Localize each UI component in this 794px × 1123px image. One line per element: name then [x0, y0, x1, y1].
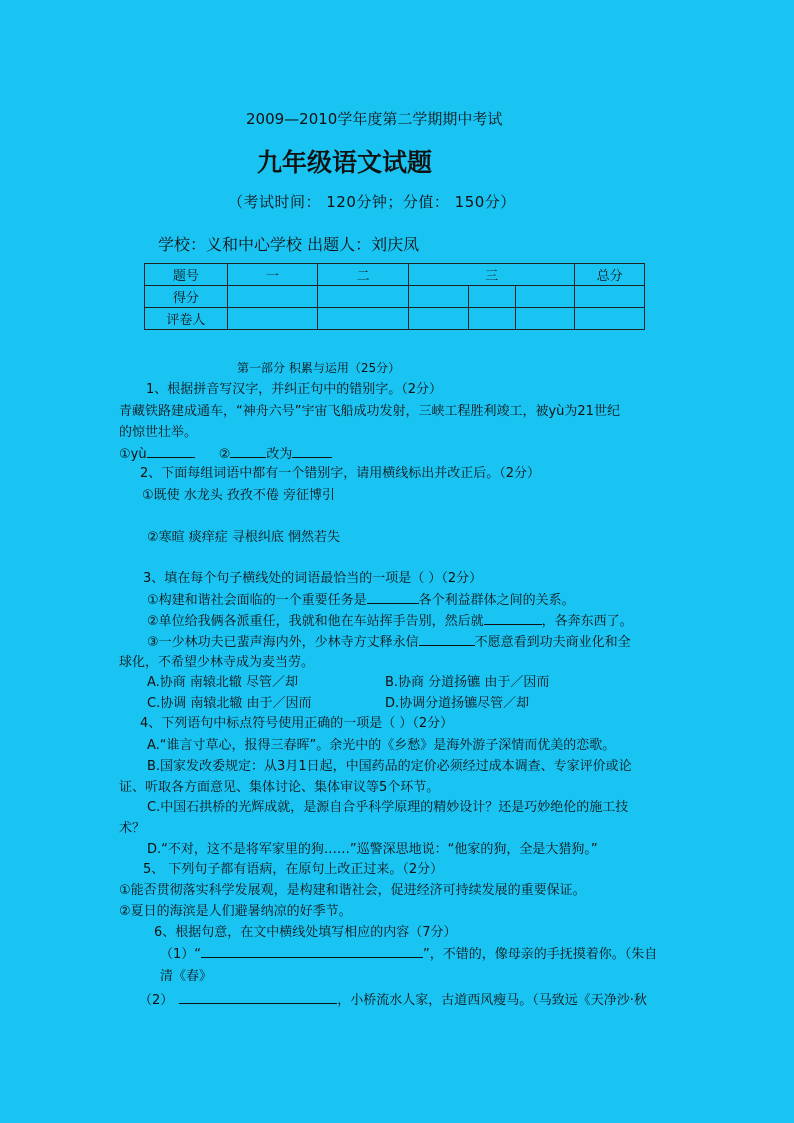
table-cell[interactable]	[575, 286, 645, 308]
q5-prompt: 5、 下列句子都有语病，在原句上改正过来。（2分）	[143, 862, 444, 877]
q3-sentence-3	[147, 633, 631, 651]
q6-item-1-cont: 清《春》	[160, 969, 213, 984]
q2-prompt: 2、下面每组词语中都有一个错别字，请用横线标出并改正后。（2分）	[140, 466, 541, 481]
q3-option-d[interactable]: D.协调分道扬镳尽管／却	[385, 696, 530, 711]
school-author-line: 学校：义和中心学校 出题人：刘庆凤	[158, 235, 420, 254]
q6-prompt: 6、根据句意，在文中横线处填写相应的内容（7分）	[154, 925, 457, 940]
q6-item-1-end: ”，不错的，像母亲的手抚摸着你。（朱自	[423, 947, 658, 962]
table-cell[interactable]	[468, 308, 516, 330]
q3-sentence-1	[147, 591, 575, 609]
table-cell[interactable]	[318, 308, 409, 330]
q1-text-line-1: 青藏铁路建成通车，“神舟六号”宇宙飞船成功发射，三峡工程胜利竣工，被yù为21世纪	[119, 404, 620, 419]
table-cell[interactable]	[227, 308, 318, 330]
q3-s1-text-end: 各个利益群体之间的关系。	[418, 593, 575, 608]
table-cell: 一	[227, 264, 318, 286]
q1-text-line-2: 的惊世壮举。	[119, 425, 198, 440]
q5-sentence-1: ①能否贯彻落实科学发展观，是构建和谐社会，促进经济可持续发展的重要保证。	[119, 883, 586, 898]
table-cell[interactable]	[516, 308, 575, 330]
answer-blank[interactable]	[147, 445, 195, 458]
table-cell[interactable]	[227, 286, 318, 308]
q3-s3-text-end: 不愿意看到功夫商业化和全	[474, 635, 631, 650]
table-cell: 得分	[145, 286, 228, 308]
answer-blank[interactable]	[230, 445, 266, 458]
q3-s2-text-end: ，各奔东西了。	[541, 614, 633, 629]
q3-option-b[interactable]: B.协商 分道扬镳 由于／因而	[385, 675, 550, 690]
q6-item-2-end: ，小桥流水人家，古道西风瘦马。（马致远《天净沙·秋	[337, 993, 647, 1008]
table-cell[interactable]	[575, 308, 645, 330]
q3-s3-text: ③一少林功夫已蜚声海内外，少林寺方丈释永信	[147, 635, 419, 650]
q6-item-1	[160, 945, 657, 963]
q3-prompt: 3、填在每个句子横线处的词语最恰当的一项是（ ）（2分）	[143, 571, 483, 586]
q1-answer-label-3: 改为	[266, 447, 293, 462]
q6-item-1-start: （1）“	[160, 947, 202, 962]
table-cell[interactable]	[318, 286, 409, 308]
q4-prompt: 4、下列语句中标点符号使用正确的一项是（ ）（2分）	[140, 716, 454, 731]
q4-option-d[interactable]: D.“不对，这不是将军家里的狗……”巡警深思地说：“他家的狗，全是大猎狗。”	[147, 842, 598, 857]
q3-sentence-3-cont: 球化，不希望少林寺成为麦当劳。	[119, 655, 315, 670]
answer-blank[interactable]	[201, 945, 423, 958]
q4-option-c[interactable]: C.中国石拱桥的光辉成就，是源自合乎科学原理的精妙设计？还是巧妙绝伦的施工技	[147, 800, 629, 815]
q4-option-c-cont: 术？	[119, 821, 146, 836]
exam-heading: 2009—2010学年度第二学期期中考试	[246, 110, 503, 128]
q6-item-2	[139, 991, 647, 1009]
table-cell[interactable]	[468, 286, 516, 308]
q2-group-1: ①既使 水龙头 孜孜不倦 旁征博引	[142, 488, 336, 503]
q3-s1-text: ①构建和谐社会面临的一个重要任务是	[147, 593, 367, 608]
answer-blank[interactable]	[419, 633, 475, 646]
paper-title: 九年级语文试题	[257, 148, 433, 177]
q3-option-c[interactable]: C.协调 南辕北辙 由于／因而	[147, 696, 312, 711]
answer-blank[interactable]	[367, 591, 419, 604]
q4-option-b-cont: 证、听取各方面意见、集体讨论、集体审议等5个环节。	[119, 780, 440, 795]
answer-blank[interactable]	[179, 991, 337, 1004]
table-cell: 题号	[145, 264, 228, 286]
part-heading: 第一部分 积累与运用（25分）	[237, 361, 401, 375]
table-cell[interactable]	[408, 286, 468, 308]
q1-answer-label-1: ①yù	[119, 447, 147, 462]
table-cell: 总分	[575, 264, 645, 286]
table-row	[145, 308, 645, 330]
q6-item-2-start: （2）	[139, 993, 174, 1008]
score-table	[144, 263, 645, 330]
table-cell: 二	[318, 264, 409, 286]
q1-answer-line	[119, 445, 332, 463]
q5-sentence-2: ②夏日的海滨是人们避暑纳凉的好季节。	[119, 904, 352, 919]
table-cell[interactable]	[408, 308, 468, 330]
table-row	[145, 286, 645, 308]
answer-blank[interactable]	[484, 612, 542, 625]
table-cell: 评卷人	[145, 308, 228, 330]
q1-answer-label-2: ②	[218, 447, 231, 462]
q3-option-a[interactable]: A.协商 南辕北辙 尽管／却	[147, 675, 299, 690]
table-cell[interactable]	[516, 286, 575, 308]
q3-s2-text: ②单位给我俩各派重任，我就和他在车站挥手告别，然后就	[147, 614, 484, 629]
table-cell: 三	[408, 264, 574, 286]
q1-prompt: 1、根据拼音写汉字，并纠正句中的错别字。（2分）	[146, 382, 443, 397]
q3-sentence-2	[147, 612, 633, 630]
exam-info: （考试时间： 120分钟；分值： 150分）	[228, 193, 516, 211]
table-row	[145, 264, 645, 286]
q4-option-a[interactable]: A.“谁言寸草心，报得三春晖”。余光中的《乡愁》是海外游子深情而优美的恋歌。	[147, 738, 616, 753]
q4-option-b[interactable]: B.国家发改委规定：从3月1日起，中国药品的定价必须经过成本调查、专家评价或论	[147, 759, 632, 774]
q2-group-2: ②寒暄 痰痒症 寻根纠底 惘然若失	[147, 530, 341, 545]
answer-blank[interactable]	[292, 445, 332, 458]
